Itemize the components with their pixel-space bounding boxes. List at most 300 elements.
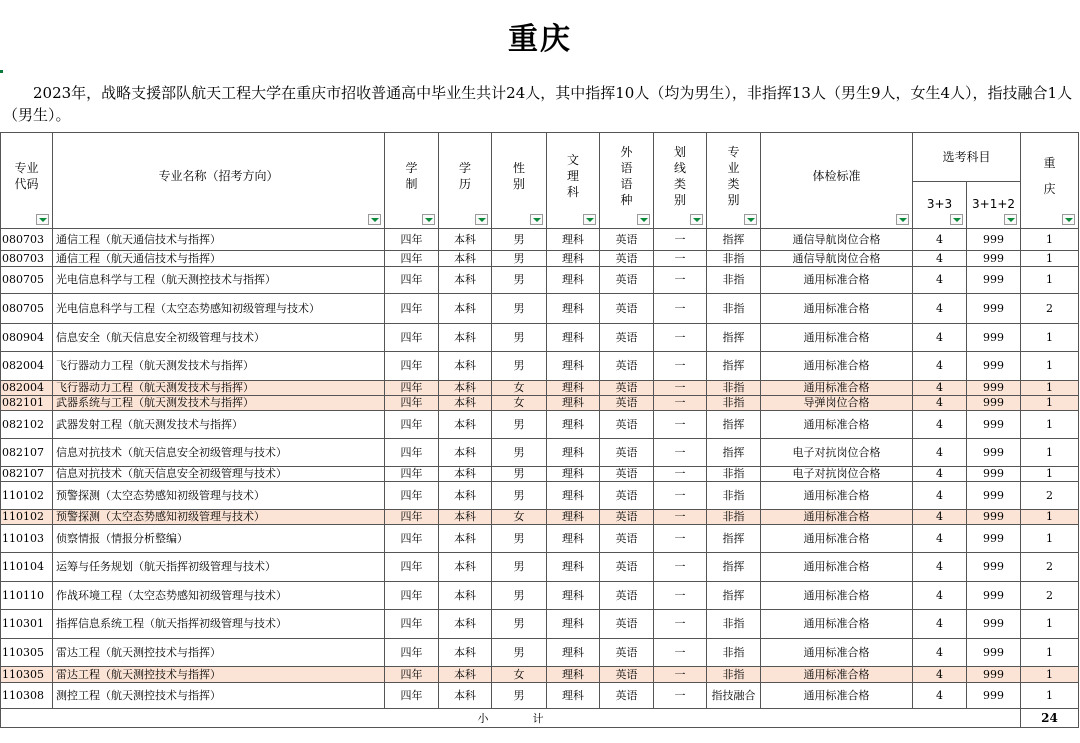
cell-s312: 999 (967, 294, 1021, 324)
cell-language: 英语 (600, 553, 654, 582)
subtotal-value: 24 (1021, 709, 1079, 728)
cell-gender: 男 (492, 294, 547, 324)
cell-name: 作战环境工程（太空态势感知初级管理与技术） (53, 582, 385, 610)
cell-degree: 本科 (439, 229, 492, 251)
header-quota: 重庆 (1021, 133, 1079, 229)
header-code: 专业代码 (1, 133, 53, 229)
cell-code: 080904 (1, 324, 53, 352)
cell-duration: 四年 (385, 582, 439, 610)
cell-line-type: 一 (654, 683, 707, 709)
cell-track: 理科 (547, 251, 600, 267)
cell-name: 预警探测（太空态势感知初级管理与技术） (53, 482, 385, 510)
cell-name: 武器系统与工程（航天测发技术与指挥） (53, 396, 385, 411)
cell-language: 英语 (600, 352, 654, 381)
table-row (1, 639, 1079, 667)
cell-duration: 四年 (385, 482, 439, 510)
cell-track: 理科 (547, 267, 600, 294)
cell-degree: 本科 (439, 294, 492, 324)
cell-quota: 1 (1021, 467, 1079, 482)
cell-track: 理科 (547, 683, 600, 709)
cell-language: 英语 (600, 381, 654, 396)
cell-s312: 999 (967, 251, 1021, 267)
cell-name: 运筹与任务规划（航天指挥初级管理与技术） (53, 553, 385, 582)
cell-track: 理科 (547, 324, 600, 352)
cell-major-type: 指挥 (707, 324, 761, 352)
cell-code: 080703 (1, 251, 53, 267)
cell-line-type: 一 (654, 267, 707, 294)
cell-physical: 通用标准合格 (761, 294, 913, 324)
cell-name: 飞行器动力工程（航天测发技术与指挥） (53, 381, 385, 396)
cell-major-type: 非指 (707, 294, 761, 324)
table-row (1, 411, 1079, 439)
header-track: 文理科 (547, 133, 600, 229)
cell-s312: 999 (967, 352, 1021, 381)
cell-gender: 男 (492, 482, 547, 510)
cell-code: 110305 (1, 639, 53, 667)
cell-degree: 本科 (439, 667, 492, 683)
cell-track: 理科 (547, 510, 600, 525)
cell-duration: 四年 (385, 396, 439, 411)
cell-degree: 本科 (439, 553, 492, 582)
cell-s312: 999 (967, 482, 1021, 510)
cell-quota: 2 (1021, 553, 1079, 582)
cell-physical: 通用标准合格 (761, 510, 913, 525)
cell-track: 理科 (547, 381, 600, 396)
table-row (1, 352, 1079, 381)
cell-track: 理科 (547, 610, 600, 639)
cell-gender: 男 (492, 229, 547, 251)
cell-line-type: 一 (654, 582, 707, 610)
cell-language: 英语 (600, 411, 654, 439)
cell-quota: 1 (1021, 439, 1079, 467)
cell-s33: 4 (913, 525, 967, 553)
cell-track: 理科 (547, 439, 600, 467)
cell-physical: 通用标准合格 (761, 482, 913, 510)
header-duration: 学制 (385, 133, 439, 229)
table-row (1, 439, 1079, 467)
cell-duration: 四年 (385, 294, 439, 324)
cell-name: 信息对抗技术（航天信息安全初级管理与技术） (53, 439, 385, 467)
cell-s312: 999 (967, 553, 1021, 582)
cell-gender: 男 (492, 439, 547, 467)
cell-degree: 本科 (439, 467, 492, 482)
cell-gender: 男 (492, 251, 547, 267)
cell-quota: 1 (1021, 324, 1079, 352)
header-degree: 学历 (439, 133, 492, 229)
cell-physical: 通信导航岗位合格 (761, 229, 913, 251)
filter-dropdown-icon[interactable] (896, 214, 909, 225)
filter-dropdown-icon[interactable] (950, 214, 963, 225)
cell-line-type: 一 (654, 411, 707, 439)
cell-degree: 本科 (439, 396, 492, 411)
cell-degree: 本科 (439, 267, 492, 294)
cell-gender: 女 (492, 510, 547, 525)
cell-major-type: 非指 (707, 251, 761, 267)
cell-s312: 999 (967, 582, 1021, 610)
cell-duration: 四年 (385, 439, 439, 467)
cell-code: 082102 (1, 411, 53, 439)
cell-language: 英语 (600, 482, 654, 510)
header-major-type: 专业类别 (707, 133, 761, 229)
cell-major-type: 指挥 (707, 352, 761, 381)
cell-gender: 女 (492, 667, 547, 683)
cell-physical: 通用标准合格 (761, 381, 913, 396)
cell-quota: 2 (1021, 582, 1079, 610)
cell-code: 110308 (1, 683, 53, 709)
cell-major-type: 指挥 (707, 582, 761, 610)
cell-s33: 4 (913, 553, 967, 582)
filter-dropdown-icon[interactable] (1004, 214, 1017, 225)
cell-track: 理科 (547, 294, 600, 324)
cell-major-type: 指技融合 (707, 683, 761, 709)
cell-physical: 通用标准合格 (761, 639, 913, 667)
cell-track: 理科 (547, 667, 600, 683)
cell-name: 预警探测（太空态势感知初级管理与技术） (53, 510, 385, 525)
cell-gender: 男 (492, 553, 547, 582)
cell-code: 082004 (1, 352, 53, 381)
cell-language: 英语 (600, 667, 654, 683)
cell-line-type: 一 (654, 381, 707, 396)
cell-degree: 本科 (439, 582, 492, 610)
cell-code: 110305 (1, 667, 53, 683)
cell-duration: 四年 (385, 324, 439, 352)
cell-track: 理科 (547, 482, 600, 510)
cell-s33: 4 (913, 352, 967, 381)
cell-physical: 通用标准合格 (761, 324, 913, 352)
cell-s312: 999 (967, 639, 1021, 667)
cell-gender: 男 (492, 610, 547, 639)
cell-degree: 本科 (439, 411, 492, 439)
cell-language: 英语 (600, 229, 654, 251)
cell-quota: 1 (1021, 525, 1079, 553)
cell-line-type: 一 (654, 251, 707, 267)
cell-physical: 通用标准合格 (761, 411, 913, 439)
cell-quota: 1 (1021, 610, 1079, 639)
table-row (1, 381, 1079, 396)
table-row (1, 683, 1079, 709)
cell-s33: 4 (913, 251, 967, 267)
cell-major-type: 非指 (707, 467, 761, 482)
cell-code: 082004 (1, 381, 53, 396)
cell-quota: 1 (1021, 667, 1079, 683)
cell-physical: 通用标准合格 (761, 525, 913, 553)
cell-track: 理科 (547, 582, 600, 610)
cell-s312: 999 (967, 439, 1021, 467)
cell-gender: 男 (492, 639, 547, 667)
subtotal-label: 小 计 (1, 709, 1021, 728)
cell-line-type: 一 (654, 352, 707, 381)
filter-dropdown-icon[interactable] (422, 214, 435, 225)
cell-language: 英语 (600, 510, 654, 525)
filter-dropdown-icon[interactable] (530, 214, 543, 225)
cell-major-type: 指挥 (707, 439, 761, 467)
cell-line-type: 一 (654, 467, 707, 482)
cell-s312: 999 (967, 467, 1021, 482)
cell-duration: 四年 (385, 267, 439, 294)
cell-quota: 1 (1021, 396, 1079, 411)
cell-code: 080705 (1, 294, 53, 324)
sheet-corner-marker (0, 70, 3, 73)
cell-code: 082107 (1, 439, 53, 467)
table-body (1, 229, 1079, 709)
cell-s33: 4 (913, 467, 967, 482)
cell-s33: 4 (913, 582, 967, 610)
cell-physical: 通信导航岗位合格 (761, 251, 913, 267)
cell-physical: 电子对抗岗位合格 (761, 439, 913, 467)
cell-code: 110102 (1, 482, 53, 510)
cell-language: 英语 (600, 610, 654, 639)
cell-duration: 四年 (385, 381, 439, 396)
table-row (1, 667, 1079, 683)
cell-line-type: 一 (654, 525, 707, 553)
filter-dropdown-icon[interactable] (475, 214, 488, 225)
cell-degree: 本科 (439, 683, 492, 709)
cell-quota: 1 (1021, 267, 1079, 294)
cell-code: 110103 (1, 525, 53, 553)
cell-degree: 本科 (439, 510, 492, 525)
cell-degree: 本科 (439, 352, 492, 381)
cell-duration: 四年 (385, 525, 439, 553)
cell-language: 英语 (600, 396, 654, 411)
cell-duration: 四年 (385, 667, 439, 683)
cell-s33: 4 (913, 294, 967, 324)
cell-duration: 四年 (385, 510, 439, 525)
cell-gender: 男 (492, 411, 547, 439)
intro-paragraph: 2023年，战略支援部队航天工程大学在重庆市招收普通高中毕业生共计24人，其中指挥10人（均为男生），非指挥13人（男生9人，女生4人），指技融合1人（男生）。 (3, 84, 1073, 124)
cell-quota: 2 (1021, 294, 1079, 324)
cell-degree: 本科 (439, 439, 492, 467)
filter-dropdown-icon[interactable] (583, 214, 596, 225)
cell-line-type: 一 (654, 639, 707, 667)
cell-code: 110301 (1, 610, 53, 639)
cell-physical: 通用标准合格 (761, 683, 913, 709)
cell-line-type: 一 (654, 610, 707, 639)
cell-s312: 999 (967, 396, 1021, 411)
cell-name: 通信工程（航天通信技术与指挥） (53, 229, 385, 251)
cell-quota: 1 (1021, 381, 1079, 396)
header-subjects: 选考科目 (913, 133, 1021, 182)
table-row (1, 467, 1079, 482)
cell-s33: 4 (913, 639, 967, 667)
cell-major-type: 非指 (707, 610, 761, 639)
cell-s33: 4 (913, 683, 967, 709)
cell-s33: 4 (913, 411, 967, 439)
cell-gender: 男 (492, 525, 547, 553)
cell-major-type: 非指 (707, 396, 761, 411)
cell-language: 英语 (600, 294, 654, 324)
cell-s33: 4 (913, 381, 967, 396)
cell-s33: 4 (913, 610, 967, 639)
cell-quota: 1 (1021, 683, 1079, 709)
cell-track: 理科 (547, 467, 600, 482)
cell-name: 测控工程（航天测控技术与指挥） (53, 683, 385, 709)
cell-s312: 999 (967, 610, 1021, 639)
cell-major-type: 指挥 (707, 411, 761, 439)
cell-language: 英语 (600, 639, 654, 667)
cell-physical: 通用标准合格 (761, 553, 913, 582)
cell-s33: 4 (913, 439, 967, 467)
cell-gender: 男 (492, 683, 547, 709)
cell-code: 082101 (1, 396, 53, 411)
cell-duration: 四年 (385, 683, 439, 709)
cell-degree: 本科 (439, 525, 492, 553)
cell-physical: 通用标准合格 (761, 352, 913, 381)
cell-gender: 男 (492, 352, 547, 381)
cell-code: 110110 (1, 582, 53, 610)
cell-gender: 男 (492, 467, 547, 482)
cell-name: 飞行器动力工程（航天测发技术与指挥） (53, 352, 385, 381)
cell-name: 雷达工程（航天测控技术与指挥） (53, 639, 385, 667)
cell-line-type: 一 (654, 324, 707, 352)
cell-s33: 4 (913, 510, 967, 525)
cell-s312: 999 (967, 229, 1021, 251)
cell-line-type: 一 (654, 553, 707, 582)
cell-track: 理科 (547, 411, 600, 439)
admissions-table (0, 132, 1079, 728)
cell-code: 110102 (1, 510, 53, 525)
cell-duration: 四年 (385, 639, 439, 667)
table-row (1, 251, 1079, 267)
table-row (1, 482, 1079, 510)
filter-dropdown-icon[interactable] (637, 214, 650, 225)
cell-track: 理科 (547, 229, 600, 251)
table-row (1, 582, 1079, 610)
cell-code: 080703 (1, 229, 53, 251)
table-row (1, 525, 1079, 553)
header-gender: 性别 (492, 133, 547, 229)
cell-s33: 4 (913, 229, 967, 251)
cell-name: 光电信息科学与工程（太空态势感知初级管理与技术） (53, 294, 385, 324)
cell-line-type: 一 (654, 510, 707, 525)
page-title: 重庆 (508, 22, 572, 57)
cell-name: 指挥信息系统工程（航天指挥初级管理与技术） (53, 610, 385, 639)
cell-line-type: 一 (654, 229, 707, 251)
cell-quota: 1 (1021, 510, 1079, 525)
cell-name: 信息对抗技术（航天信息安全初级管理与技术） (53, 467, 385, 482)
cell-name: 雷达工程（航天测控技术与指挥） (53, 667, 385, 683)
cell-name: 信息安全（航天信息安全初级管理与技术） (53, 324, 385, 352)
cell-gender: 男 (492, 267, 547, 294)
cell-physical: 电子对抗岗位合格 (761, 467, 913, 482)
cell-s312: 999 (967, 683, 1021, 709)
cell-major-type: 非指 (707, 667, 761, 683)
cell-duration: 四年 (385, 411, 439, 439)
cell-major-type: 指挥 (707, 525, 761, 553)
filter-dropdown-icon[interactable] (690, 214, 703, 225)
table-row (1, 294, 1079, 324)
cell-major-type: 非指 (707, 510, 761, 525)
cell-s312: 999 (967, 324, 1021, 352)
cell-major-type: 非指 (707, 381, 761, 396)
table-row (1, 553, 1079, 582)
cell-language: 英语 (600, 267, 654, 294)
cell-name: 武器发射工程（航天测发技术与指挥） (53, 411, 385, 439)
subtotal-row (1, 709, 1079, 728)
cell-name: 光电信息科学与工程（航天测控技术与指挥） (53, 267, 385, 294)
header-line-type: 划线类别 (654, 133, 707, 229)
table-row (1, 324, 1079, 352)
cell-gender: 男 (492, 324, 547, 352)
cell-s312: 999 (967, 667, 1021, 683)
cell-s33: 4 (913, 267, 967, 294)
table-row (1, 610, 1079, 639)
cell-major-type: 非指 (707, 482, 761, 510)
table-row (1, 267, 1079, 294)
cell-name: 通信工程（航天通信技术与指挥） (53, 251, 385, 267)
cell-line-type: 一 (654, 396, 707, 411)
cell-gender: 女 (492, 396, 547, 411)
cell-duration: 四年 (385, 352, 439, 381)
cell-physical: 导弹岗位合格 (761, 396, 913, 411)
header-physical: 体检标准 (761, 133, 913, 229)
cell-s33: 4 (913, 667, 967, 683)
cell-s33: 4 (913, 396, 967, 411)
cell-s312: 999 (967, 381, 1021, 396)
cell-quota: 1 (1021, 229, 1079, 251)
filter-dropdown-icon[interactable] (744, 214, 757, 225)
cell-code: 080705 (1, 267, 53, 294)
cell-gender: 男 (492, 582, 547, 610)
cell-degree: 本科 (439, 610, 492, 639)
header-language: 外语语种 (600, 133, 654, 229)
cell-track: 理科 (547, 639, 600, 667)
cell-line-type: 一 (654, 482, 707, 510)
header-sub-3-3: 3+3 (913, 182, 967, 229)
cell-quota: 2 (1021, 482, 1079, 510)
cell-language: 英语 (600, 525, 654, 553)
cell-physical: 通用标准合格 (761, 582, 913, 610)
cell-track: 理科 (547, 352, 600, 381)
cell-major-type: 指挥 (707, 553, 761, 582)
header-sub-3-1-2: 3+1+2 (967, 182, 1021, 229)
table-row (1, 229, 1079, 251)
cell-duration: 四年 (385, 553, 439, 582)
cell-major-type: 非指 (707, 639, 761, 667)
cell-line-type: 一 (654, 439, 707, 467)
cell-duration: 四年 (385, 610, 439, 639)
cell-language: 英语 (600, 582, 654, 610)
table-row (1, 396, 1079, 411)
cell-degree: 本科 (439, 324, 492, 352)
cell-track: 理科 (547, 525, 600, 553)
cell-s33: 4 (913, 482, 967, 510)
cell-track: 理科 (547, 553, 600, 582)
cell-language: 英语 (600, 683, 654, 709)
cell-s33: 4 (913, 324, 967, 352)
cell-s312: 999 (967, 411, 1021, 439)
cell-major-type: 非指 (707, 267, 761, 294)
cell-gender: 女 (492, 381, 547, 396)
cell-degree: 本科 (439, 482, 492, 510)
filter-dropdown-icon[interactable] (36, 214, 49, 225)
cell-code: 082107 (1, 467, 53, 482)
header-name: 专业名称（招考方向） (53, 133, 385, 229)
cell-language: 英语 (600, 251, 654, 267)
cell-quota: 1 (1021, 352, 1079, 381)
cell-quota: 1 (1021, 251, 1079, 267)
cell-line-type: 一 (654, 294, 707, 324)
cell-degree: 本科 (439, 639, 492, 667)
cell-major-type: 指挥 (707, 229, 761, 251)
cell-duration: 四年 (385, 229, 439, 251)
filter-dropdown-icon[interactable] (1062, 214, 1075, 225)
cell-line-type: 一 (654, 667, 707, 683)
cell-language: 英语 (600, 324, 654, 352)
cell-language: 英语 (600, 467, 654, 482)
cell-degree: 本科 (439, 381, 492, 396)
filter-dropdown-icon[interactable] (368, 214, 381, 225)
cell-quota: 1 (1021, 411, 1079, 439)
